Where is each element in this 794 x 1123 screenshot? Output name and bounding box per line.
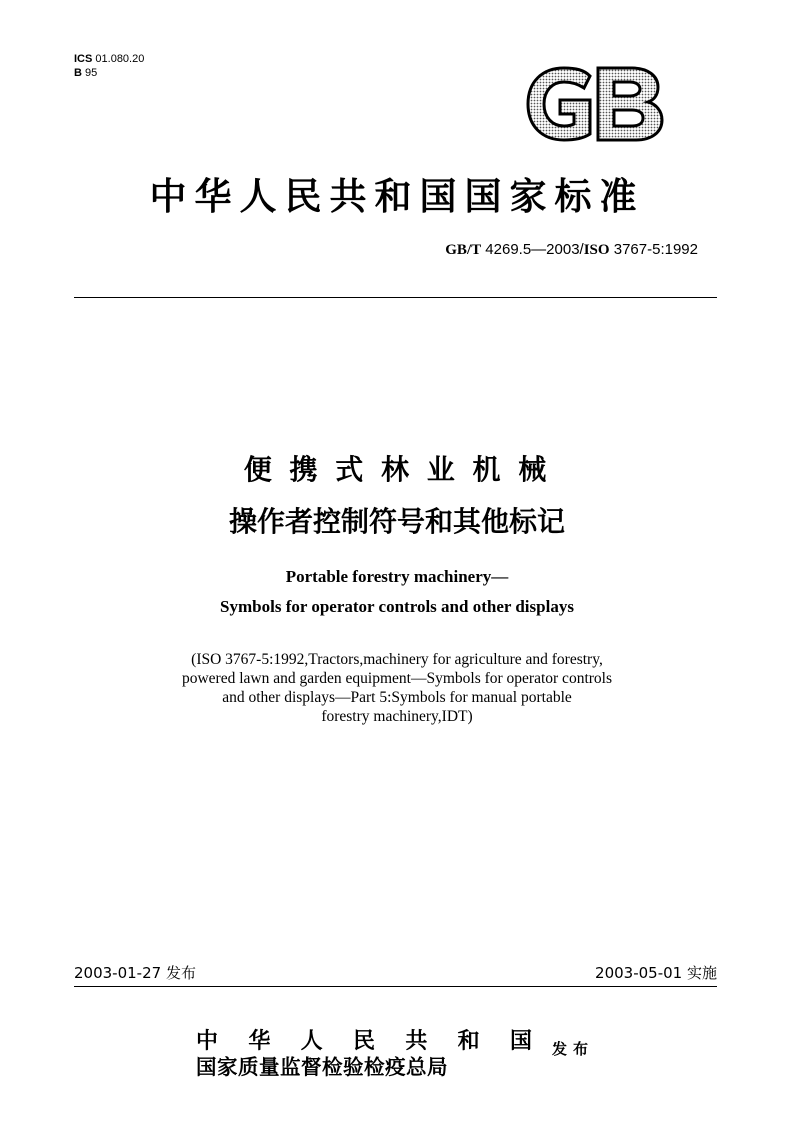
publisher-char: 和 (457, 1028, 480, 1054)
english-title-line-2: Symbols for operator controls and other displays (220, 597, 574, 616)
standard-number: GB/T 4269.5—2003/ISO 3767-5:1992 (445, 241, 698, 258)
ccs-code: B 95 (74, 67, 98, 79)
publisher-line-2: 国家质量监督检验检疫总局 (196, 1055, 448, 1079)
adoption-note-line: and other displays—Part 5:Symbols for manual portable (222, 689, 572, 706)
publisher-char: 华 (248, 1028, 271, 1054)
adoption-note (100, 650, 694, 726)
classification-codes (74, 52, 144, 80)
adoption-note-line: (ISO 3767-5:1992,Tractors,machinery for agriculture and forestry, (191, 651, 603, 668)
english-title-line-1: Portable forestry machinery— (285, 567, 509, 586)
publisher-char: 共 (405, 1028, 428, 1054)
issue-date: 2003-01-27 发布 (74, 964, 196, 982)
publisher-char: 国 (509, 1028, 532, 1054)
effective-date: 2003-05-01 实施 (595, 964, 717, 982)
ics-code: ICS 01.080.20 (74, 53, 145, 65)
adoption-note-line: powered lawn and garden equipment—Symbols for operator controls (181, 670, 612, 687)
header-divider (74, 297, 717, 298)
gb-logo (524, 66, 666, 142)
chinese-title-line-1: 便 携 式 林 业 机 械 (243, 453, 551, 486)
national-standard-title: 中华人民共和国国家标准 (149, 174, 645, 218)
chinese-title-line-2: 操作者控制符号和其他标记 (228, 505, 565, 538)
publish-label: 发布 (552, 1040, 595, 1058)
publisher-char: 人 (300, 1028, 323, 1054)
footer-divider (74, 986, 717, 987)
adoption-note-line: forestry machinery,IDT) (321, 708, 473, 725)
publisher-char: 民 (352, 1028, 375, 1054)
publisher-char: 中 (196, 1028, 219, 1054)
